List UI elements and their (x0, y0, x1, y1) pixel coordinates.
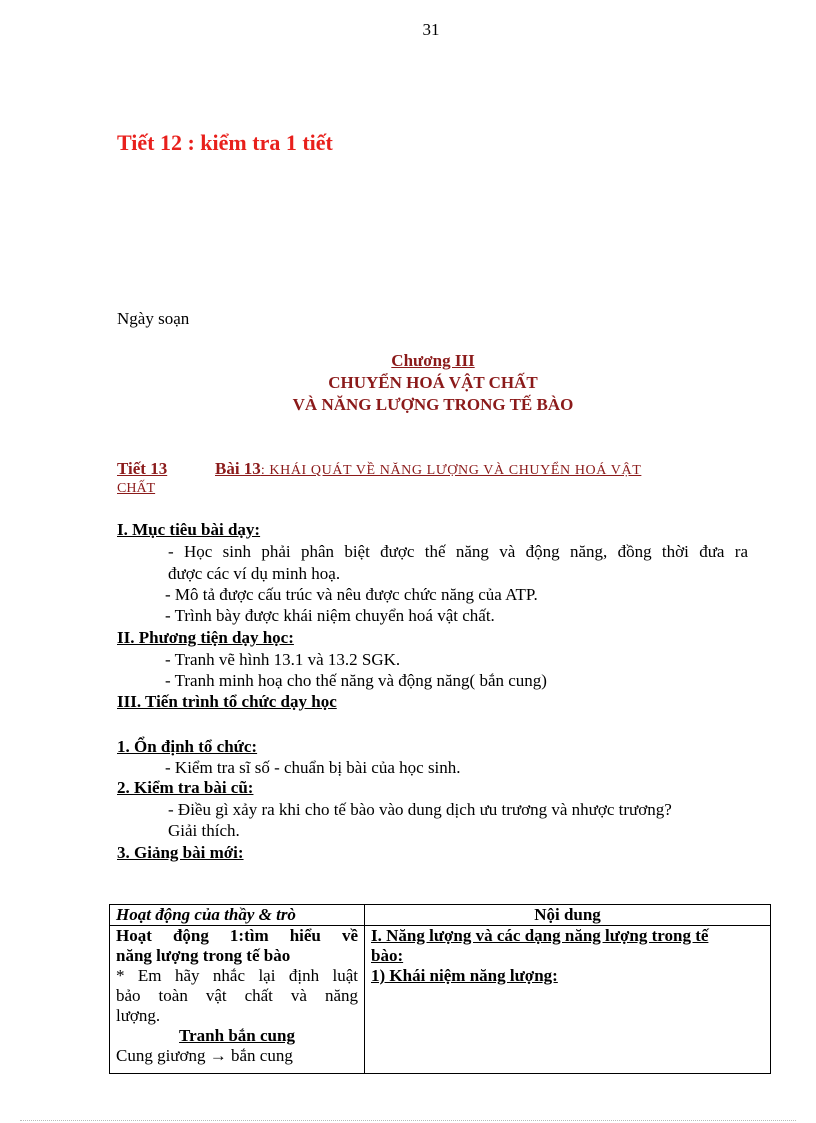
lesson-12-title: Tiết 12 : kiểm tra 1 tiết (117, 130, 333, 155)
section-1-item: - Trình bày được khái niệm chuyển hoá vật chất. (165, 606, 495, 625)
section-1-item: được các ví dụ minh hoạ. (168, 564, 341, 583)
lesson-13-title-text: : KHÁI QUÁT VỀ NĂNG LƯỢNG VÀ CHUYỂN HOÁ VẬT (260, 463, 642, 478)
lesson-13-title-cont: CHẤT (117, 481, 156, 496)
step-2-item: - Điều gì xảy ra khi cho tế bào vào dung dịch ưu trương và nhược trương? (168, 800, 672, 819)
table-cell-activities (110, 926, 365, 1074)
lesson-table (109, 904, 771, 1074)
section-3-heading: III. Tiến trình tổ chức dạy học (117, 692, 337, 711)
activity-question-cont: bảo toàn vật chất và năng (116, 986, 358, 1005)
section-2-item: - Tranh minh hoạ cho thế năng và động năng( bắn cung) (165, 671, 547, 690)
step-2-heading: 2. Kiểm tra bài cũ: (117, 778, 254, 797)
table-header-right: Nội dung (365, 905, 771, 926)
chapter-title-line2: VÀ NĂNG LƯỢNG TRONG TẾ BÀO (292, 395, 574, 414)
section-1-item: - Mô tả được cấu trúc và nêu được chức năng của ATP. (165, 585, 538, 604)
content-subheading: 1) Khái niệm năng lượng: (371, 966, 558, 985)
chapter-title-line1: CHUYỂN HOÁ VẬT CHẤT (328, 373, 538, 392)
table-row (110, 926, 771, 1074)
activity-1-title: Hoạt động 1:tìm hiểu về (116, 926, 358, 945)
content-heading: I. Năng lượng và các dạng năng lượng trong tế (371, 926, 709, 945)
activity-question: * Em hãy nhắc lại định luật (116, 966, 358, 985)
section-1-heading: I. Mục tiêu bài dạy: (117, 520, 261, 539)
chapter-label: Chương III (391, 351, 475, 370)
lesson-13-bai: Bài 13 (215, 459, 261, 478)
table-header-row (110, 905, 771, 926)
table-cell-content (365, 926, 771, 1074)
table-header-left: Hoạt động của thầy & trò (110, 905, 365, 926)
activity-1-title-cont: năng lượng trong tế bào (116, 946, 291, 965)
page-bottom-border (20, 1120, 796, 1121)
section-2-item: - Tranh vẽ hình 13.1 và 13.2 SGK. (165, 650, 401, 669)
page-number: 31 (422, 20, 440, 39)
activity-subheading: Tranh bắn cung (179, 1026, 295, 1045)
step-3-heading: 3. Giảng bài mới: (117, 843, 244, 862)
step-1-item: - Kiểm tra sĩ số - chuẩn bị bài của học sinh. (165, 758, 461, 777)
step-2-item: Giải thích. (168, 821, 240, 840)
activity-question-end: lượng. (116, 1006, 161, 1025)
activity-note: Cung giương → bắn cung (116, 1046, 293, 1065)
lesson-13-label: Tiết 13 (117, 459, 168, 478)
ngay-soan-label: Ngày soạn (117, 309, 190, 328)
section-2-heading: II. Phương tiện dạy học: (117, 628, 294, 647)
step-1-heading: 1. Ổn định tổ chức: (117, 737, 258, 756)
section-1-item: - Học sinh phải phân biệt được thế năng và động năng, đồng thời đưa ra (168, 542, 748, 561)
content-heading-cont: bào: (371, 946, 404, 965)
lesson-13-title (215, 459, 752, 479)
